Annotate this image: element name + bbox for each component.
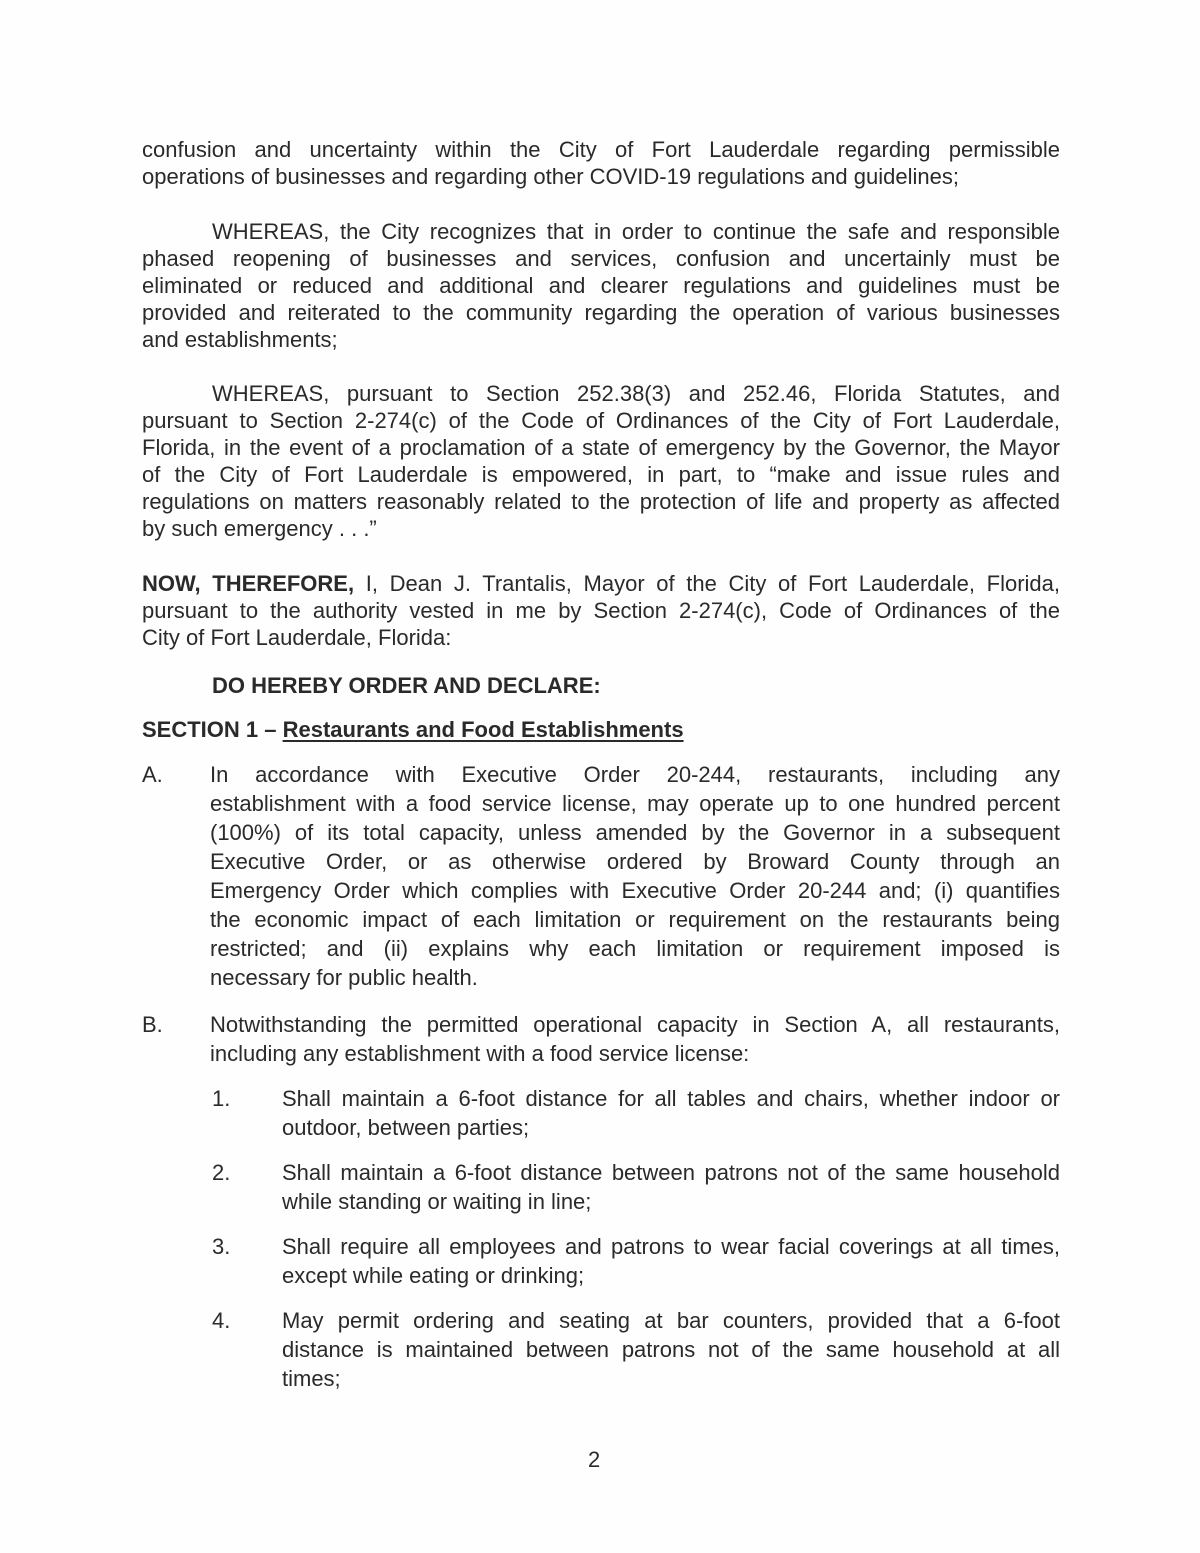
text-line: City of Fort Lauderdale, Florida: [142,625,452,650]
text-line: Emergency Order which complies with Executive Order 20-244 and; (i) quantifies [210,878,1060,903]
text-fragment: I, Dean J. Trantalis, Mayor of the City of Fort Lauderdale, Florida, [354,571,1061,596]
text-line: WHEREAS, the City recognizes that in order to continue the safe and responsible [212,219,1060,244]
list-item-body [282,1084,1060,1142]
whereas-paragraph-1 [142,218,1060,353]
text-line: Florida, in the event of a proclamation of a state of emergency by the Governor, the Mayor [142,435,1060,460]
section-title: Restaurants and Food Establishments [282,717,684,742]
whereas-paragraph-2 [142,380,1060,542]
text-line: Shall maintain a 6-foot distance for all tables and chairs, whether indoor or [282,1086,1060,1111]
text-line [142,570,1060,597]
text-line: establishment with a food service license, may operate up to one hundred percent [210,791,1060,816]
list-marker: 3. [212,1234,231,1259]
text-line: the economic impact of each limitation or requirement on the restaurants being [210,907,1060,932]
text-line: confusion and uncertainty within the City of Fort Lauderdale regarding permissible [142,137,1060,162]
text-line: eliminated or reduced and additional and clearer regulations and guidelines must be [142,273,1060,298]
list-marker: 1. [212,1086,231,1111]
now-therefore-lead: NOW, THEREFORE, [142,571,355,596]
text-line: times; [282,1366,341,1391]
text-line: distance is maintained between patrons not of the same household at all [282,1337,1060,1362]
text-line: Executive Order, or as otherwise ordered by Broward County through an [210,849,1060,874]
list-item-body [210,760,1060,992]
list-marker: 4. [212,1308,231,1333]
list-item-body [210,1010,1060,1068]
section-number: SECTION 1 – [142,717,283,742]
text-line: by such emergency . . .” [142,516,377,541]
list-item-body [282,1232,1060,1290]
list-marker: A. [142,762,163,787]
text-line: while standing or waiting in line; [282,1189,592,1214]
text-line: pursuant to the authority vested in me by Section 2-274(c), Code of Ordinances of the [142,598,1060,623]
text-line: In accordance with Executive Order 20-244, restaurants, including any [210,762,1060,787]
list-marker: 2. [212,1160,231,1185]
text-line: outdoor, between parties; [282,1115,530,1140]
text-line: except while eating or drinking; [282,1263,585,1288]
text-line: WHEREAS, pursuant to Section 252.38(3) and 252.46, Florida Statutes, and [212,381,1060,406]
list-item-body [282,1158,1060,1216]
text-line: regulations on matters reasonably related to the protection of life and property as affected [142,489,1060,514]
list-item-body [282,1306,1060,1393]
text-line: Shall require all employees and patrons to wear facial coverings at all times, [282,1234,1060,1259]
text-line: provided and reiterated to the community regarding the operation of various businesses [142,300,1060,325]
paragraph-continuation [142,136,1060,190]
now-therefore-paragraph [142,570,1060,651]
text-line: and establishments; [142,327,338,352]
text-line: operations of businesses and regarding other COVID-19 regulations and guidelines; [142,164,959,189]
page-number: 2 [588,1447,601,1472]
list-marker: B. [142,1012,163,1037]
text-line: of the City of Fort Lauderdale is empowered, in part, to “make and issue rules and [142,462,1060,487]
text-line: pursuant to Section 2-274(c) of the Code of Ordinances of the City of Fort Lauderdale, [142,408,1060,433]
section-heading [142,716,684,743]
text-line: Notwithstanding the permitted operational capacity in Section A, all restaurants, [210,1012,1060,1037]
text-line: (100%) of its total capacity, unless amended by the Governor in a subsequent [210,820,1060,845]
order-heading: DO HEREBY ORDER AND DECLARE: [212,673,601,698]
text-line: phased reopening of businesses and services, confusion and uncertainly must be [142,246,1060,271]
text-line: necessary for public health. [210,965,478,990]
text-line: May permit ordering and seating at bar counters, provided that a 6-foot [282,1308,1060,1333]
text-line: restricted; and (ii) explains why each limitation or requirement imposed is [210,936,1060,961]
text-line: including any establishment with a food service license: [210,1041,750,1066]
text-line: Shall maintain a 6-foot distance between patrons not of the same household [282,1160,1060,1185]
